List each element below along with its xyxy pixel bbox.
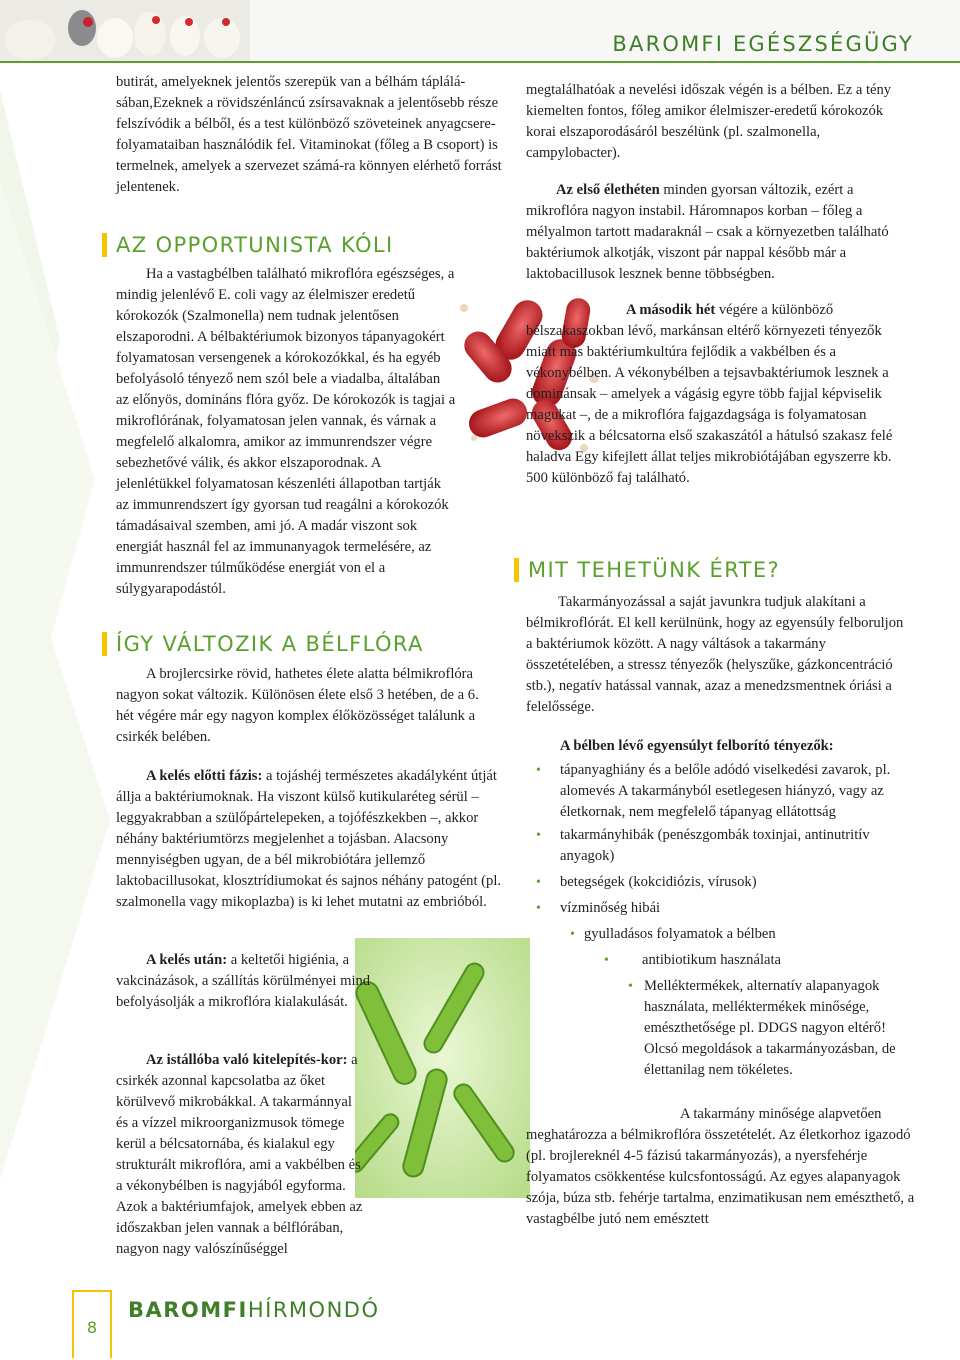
heading-marker xyxy=(102,632,107,656)
phase-text-before-hatch: a tojáshéj természetes akadályként útját állja a baktériumoknak. Ha viszont külső kutikularéteg sérül – leggyakrabban a szülőpártelepeken, a tojófészkekben –, akkor néhány baktériumtörzs megjelenhet a tojásban. Alacsony mennyiségben ugyan, de a bél mikrobiótára jellemző laktobacillusokat, klosztrídiumokat és sajnos néhány patogént (pl. szalmonella vagy mikoplazba) is ki lehet mutatni az embrióból. xyxy=(116,768,502,910)
heading-marker xyxy=(514,558,519,582)
right-paragraph-5: A takarmány minősége alapvetően meghatározza a bélmikroflóra összetételét. Az életkorhoz igazodó (pl. brojlereknél 4-5 fázisú takarmányozás), a nyersfehérje folyamatos csökkentése kulcsfontosságú. Az egyes alapanyagok szója, búza stb. fehérje tartalma, enzimatikusan nem emészthető, a vastagbélbe jutó nem emésztett xyxy=(526,1106,915,1227)
footer-brand-bold: BAROMFI xyxy=(128,1298,248,1322)
list-item-text: takarmányhibák (penészgombák toxinjai, antinutritív anyagok) xyxy=(560,827,870,864)
section-title: BAROMFI EGÉSZSÉGÜGY xyxy=(612,32,914,56)
bullet-icon: • xyxy=(628,979,633,994)
list-item-text: antibiotikum használata xyxy=(642,952,782,968)
factors-list xyxy=(526,760,916,1081)
list-item-text: Melléktermékek, alternatív alapanyagok használata, melléktermékek minősége, emészthetősége pl. DDGS nagyon eltérő! Olcsó megoldások a takarmányozásban, de élettanilag nem tökéletes. xyxy=(644,978,896,1078)
list-item xyxy=(526,898,916,919)
list-item-text: betegségek (kokcidiózis, vírusok) xyxy=(560,874,757,890)
heading-marker xyxy=(102,233,107,257)
bullet-icon: • xyxy=(604,953,609,968)
left-paragraph-5 xyxy=(116,950,374,1013)
list-item xyxy=(526,976,916,1081)
list-item xyxy=(526,924,916,945)
left-paragraph-3: A brojlercsirke rövid, hathetes élete alatta bélmikroflóra nagyon sokat változik. Különösen élete első 3 hetében, de a 6. hét végére már egy nagyon komplex élőközösséget találunk a csirkék belében. xyxy=(116,666,479,745)
heading-opportunista: AZ OPPORTUNISTA KÓLI xyxy=(116,233,394,257)
left-paragraph-2-text: Ha a vastagbélben található mikroflóra egészséges, a mindig jelenlévő E. coli vagy az élelmiszer eredetű kórokozók (Szalmonella) nem tudnak jelentősen elszaporodni. A bélbaktériumok bizonyos tápanyagokért folyamatosan versengenek a kórokozókkal, és ha egyéb befolyásoló tényező nem szól bele a viadalba, általában az előnyös, domináns flóra győz. De kórokozók is tagjai a mikroflórának, folyamatosan jelen vannak, és várnak a megfelelő alkalomra, amikor az immunrendszer végre sebezhetővé válik, és akkor elszaporodnak. A jelenlétükkel folyamatosan készenléti állapotban tartják az immunrendszert így gyorsan tud reagálni a kórokozók támadásaival szemben, ami jó. A madár viszont sok energiát használ fel az immunanyagok termelésére, az immunrendszer túlműködése energiát von el a súlygyarapodástól. xyxy=(116,266,456,597)
phase-label-before-hatch: A kelés előtti fázis: xyxy=(146,768,263,784)
bullet-icon: • xyxy=(536,763,541,778)
list-item xyxy=(526,950,916,971)
right-paragraph-3 xyxy=(526,300,911,489)
phase-text-after-hatch: a keltetői higiénia, a vakcinázások, a szállítás körülményei mind befolyásolják a mikroflóra kialakulását. xyxy=(116,952,371,1010)
footer-brand xyxy=(128,1298,379,1322)
left-paragraph-2 xyxy=(116,264,456,600)
right-paragraph-2 xyxy=(526,180,916,285)
footer-brand-light: HÍRMONDÓ xyxy=(247,1298,380,1322)
left-paragraph-1: butirát, amelyeknek jelentős szerepük van a bélhám táplálá-sában,Ezeknek a rövidszénláncú zsírsavaknak a jelentősebb része felszívódik a bélből, és a test különböző szöveteinek anyagcsere-folyamataiban használódik fel. Vitaminokat (főleg a B csoport) is termelnek, amelyek a szervezet számá-ra könnyen elérhető forrást jelentenek. xyxy=(116,74,502,195)
second-week-label: A második hét xyxy=(626,302,716,318)
bullet-icon: • xyxy=(536,875,541,890)
second-week-text: végére a különböző bélszakaszokban lévő, markánsan eltérő környezeti tényezők miatt más baktériumkultúra fejlődik a vakbélben és a vékonybélben. A vékonybélben a tejsavbaktériumok lesznek a dominánsak – amelyek a vágásig egyre több fajjal képviselik magukat –, de a mikroflóra fajgazdagsága is folyamatosan növekszik a bélcsatorna első szakaszától a hátulsó szakasz felé haladva Egy kifejlett állat teljes mikrobiótájában egyszerre kb. 500 különböző faj található. xyxy=(526,302,893,486)
phase-label-after-hatch: A kelés után: xyxy=(146,952,228,968)
list-item-text: tápanyaghiány és a belőle adódó viselkedési zavarok, pl. alomevés A takarmányból esetlegesen hiányzó, vagy az életkornak, nem megfelelő tápanyag ellátottság xyxy=(560,762,891,820)
factors-list-title: A bélben lévő egyensúlyt felborító tényezők: xyxy=(560,738,834,754)
list-item xyxy=(526,872,916,893)
poultry-banner-image xyxy=(0,0,250,62)
right-paragraph-1: megtalálhatóak a nevelési időszak végén is a bélben. Ez a tény kiemelten fontos, főleg amikor élelmiszer-eredetű kórokozók korai elszaporodásáról beszélünk (pl. szalmonella, campylobacter). xyxy=(526,82,892,161)
green-bacteria-image xyxy=(355,938,530,1198)
first-week-label: Az első élethéten xyxy=(556,182,660,198)
phase-label-housing: Az istállóba való kitelepítés-kor: xyxy=(146,1052,348,1068)
right-paragraph-4: Takarmányozással a saját javunkra tudjuk alakítani a bélmikroflórát. El kell kerülnünk, hogy az egyensúly felboruljon a baktériumok között. A nagy váltások a takarmány összetételében, a stressz tényezők (helyszűke, gázkoncentráció stb.), negatív hatással vannak, azaz a menedzsmentnek óriási a felelőssége. xyxy=(526,594,904,715)
first-week-text: minden gyorsan változik, ezért a mikroflóra nagyon instabil. Háromnapos korban – főleg a mélyalmon tartott madaraknál – csak a környezetben található baktériumok alkotják, viszont pár nappal később már a laktobacillusok lesznek benne többségben. xyxy=(526,182,889,282)
list-item-text: gyulladásos folyamatok a bélben xyxy=(584,926,776,942)
heading-belflora: ÍGY VÁLTOZIK A BÉLFLÓRA xyxy=(116,632,424,656)
phase-text-housing: a csirkék azonnal kapcsolatba az őket körülvevő mikrobákkal. A takarmánnyal és a vízzel mikroorganizmusok tömege kerül a bélcsatornába, és kialakul egy strukturált mikroflóra, ami a vakbélben és a vékonybélben is nagyjából egyforma. Azok a baktériumfajok, amelyek ebben az időszakban jelen vannak a bélflórában, nagyon nagy valószínűséggel xyxy=(116,1052,363,1257)
left-paragraph-4 xyxy=(116,766,502,913)
list-item xyxy=(526,825,916,867)
page-number: 8 xyxy=(86,1318,98,1337)
header-rule xyxy=(0,61,960,63)
bullet-icon: • xyxy=(570,927,575,942)
list-item-text: vízminőség hibái xyxy=(560,900,661,916)
bullet-icon: • xyxy=(536,901,541,916)
bullet-icon: • xyxy=(536,828,541,843)
heading-mit-tehetunk: MIT TEHETÜNK ÉRTE? xyxy=(528,558,781,582)
list-item xyxy=(526,760,916,823)
left-paragraph-6 xyxy=(116,1050,366,1260)
